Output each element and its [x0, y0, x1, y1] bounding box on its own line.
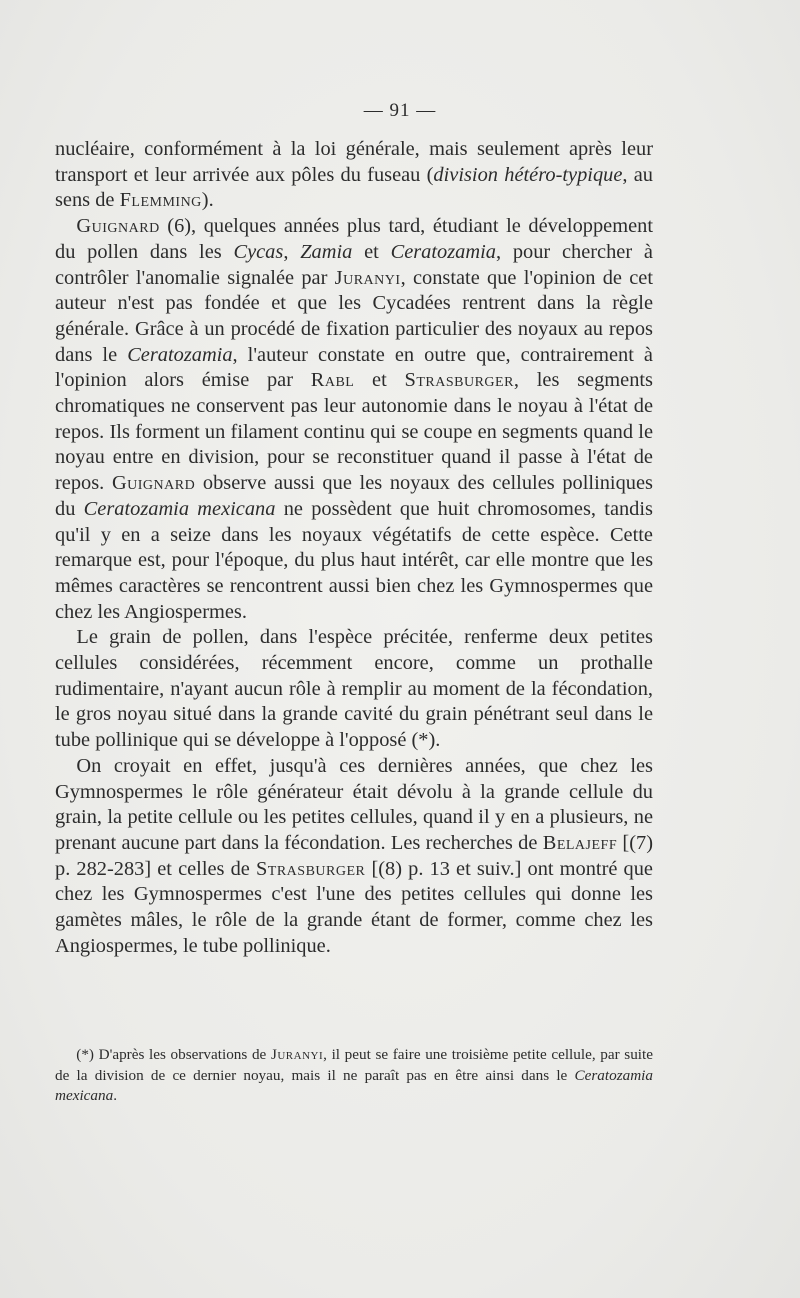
text-run: [(7) p. 282-283] et celles de	[55, 831, 653, 880]
text-run: nucléaire, conformément à la loi générale, mais seulement après leur transport et leur arrivée aux pôles du fuseau (	[55, 138, 653, 186]
footnote-text	[55, 1045, 653, 1107]
author-name: Rabl	[310, 369, 355, 392]
text-run: Le grain de pollen, dans l'espèce précitée, renferme deux petites cellules considérées, récemment encore, comme un prothalle rudimentaire, n'ayant aucun rôle à remplir au moment de la fécondation, le gros noyau situé dans la grande cavité du grain pénétrant seul dans le tube pollinique qui se développe à l'opposé (*).	[55, 626, 653, 752]
text-run: ).	[201, 189, 214, 212]
italic-text: Ceratozamia	[127, 343, 233, 366]
page-number: — 91 —	[363, 100, 437, 121]
text-run: ne possèdent que huit chromosomes, tandis qu'il y en a seize dans les noyaux végétatifs de cette espèce. Cette remarque est, pour l'époque, du plus haut intérêt, car elle montre que les mêmes caractères se rencontrent aussi bien chez les Gymnospermes que chez les Angiospermes.	[55, 497, 653, 623]
text-run: , au sens de	[55, 163, 653, 212]
footnote	[55, 1045, 653, 1107]
italic-text: division hétéro-typique	[433, 163, 623, 186]
paragraph	[55, 625, 653, 754]
text-run: (6), quelques années plus tard, étudiant le développement du pollen dans les	[55, 215, 653, 263]
text-run: et	[354, 369, 405, 392]
author-name: Guignard	[111, 472, 196, 495]
author-name: Flemming	[119, 189, 202, 212]
author-name: Strasburger	[404, 369, 514, 392]
author-name: Strasburger	[255, 857, 366, 880]
body-text	[55, 137, 653, 960]
text-run: , l'auteur constate en outre que, contrairement à l'opinion alors émise par	[55, 343, 653, 392]
text-run: , constate que l'opinion de cet auteur n'est pas fondée et que les Cycadées rentrent dans la règle générale. Grâce à un procédé de fixation particulier des noyaux au repos dans le	[55, 266, 654, 366]
text-run: , les segments chromatiques ne conservent pas leur autonomie dans le noyau à l'état de repos. Ils forment un filament continu qui se coupe en segments quand le noyau entre en division, pour se reconstituer quand il passe à l'état de repos.	[55, 369, 653, 495]
italic-text: Ceratozamia	[390, 240, 496, 263]
text-run: ,	[283, 240, 301, 263]
author-name: Belajeff	[542, 831, 618, 854]
author-name: Juranyi	[334, 266, 401, 289]
text-run: [(8) p. 13 et suiv.] ont montré que chez les Gymnospermes c'est l'une des petites cellules qui donne les gamètes mâles, le rôle de la grande étant de former, comme chez les Angiospermes, le tube pollinique.	[55, 857, 653, 957]
text-run: .	[113, 1087, 117, 1104]
paragraph	[55, 754, 653, 960]
paragraph	[55, 137, 653, 214]
author-name: Juranyi	[270, 1046, 324, 1063]
italic-text: Cycas	[233, 240, 284, 263]
italic-text: Ceratozamia mexicana	[83, 497, 276, 520]
text-run: (*) D'après les observations de	[76, 1046, 271, 1063]
italic-text: Ceratozamia mexicana	[55, 1066, 653, 1104]
text-run: et	[352, 240, 391, 263]
text-run: observe aussi que les noyaux des cellules polliniques du	[55, 472, 653, 520]
text-run: On croyait en effet, jusqu'à ces dernières années, que chez les Gymnospermes le rôle générateur était dévolu à la grande cellule du grain, la petite cellule ou les petites cellules, quand il y en a plusieurs, ne prenant aucune part dans la fécondation. Les recherches de	[55, 754, 653, 854]
italic-text: Zamia	[300, 240, 353, 263]
paragraph	[55, 214, 653, 625]
text-run: , il peut se faire une troisième petite cellule, par suite de la division de ce dernier noyau, mais il ne paraît pas en être ainsi dans le	[55, 1046, 653, 1084]
author-name: Guignard	[76, 215, 160, 238]
text-run: , pour chercher à contrôler l'anomalie signalée par	[55, 240, 653, 289]
